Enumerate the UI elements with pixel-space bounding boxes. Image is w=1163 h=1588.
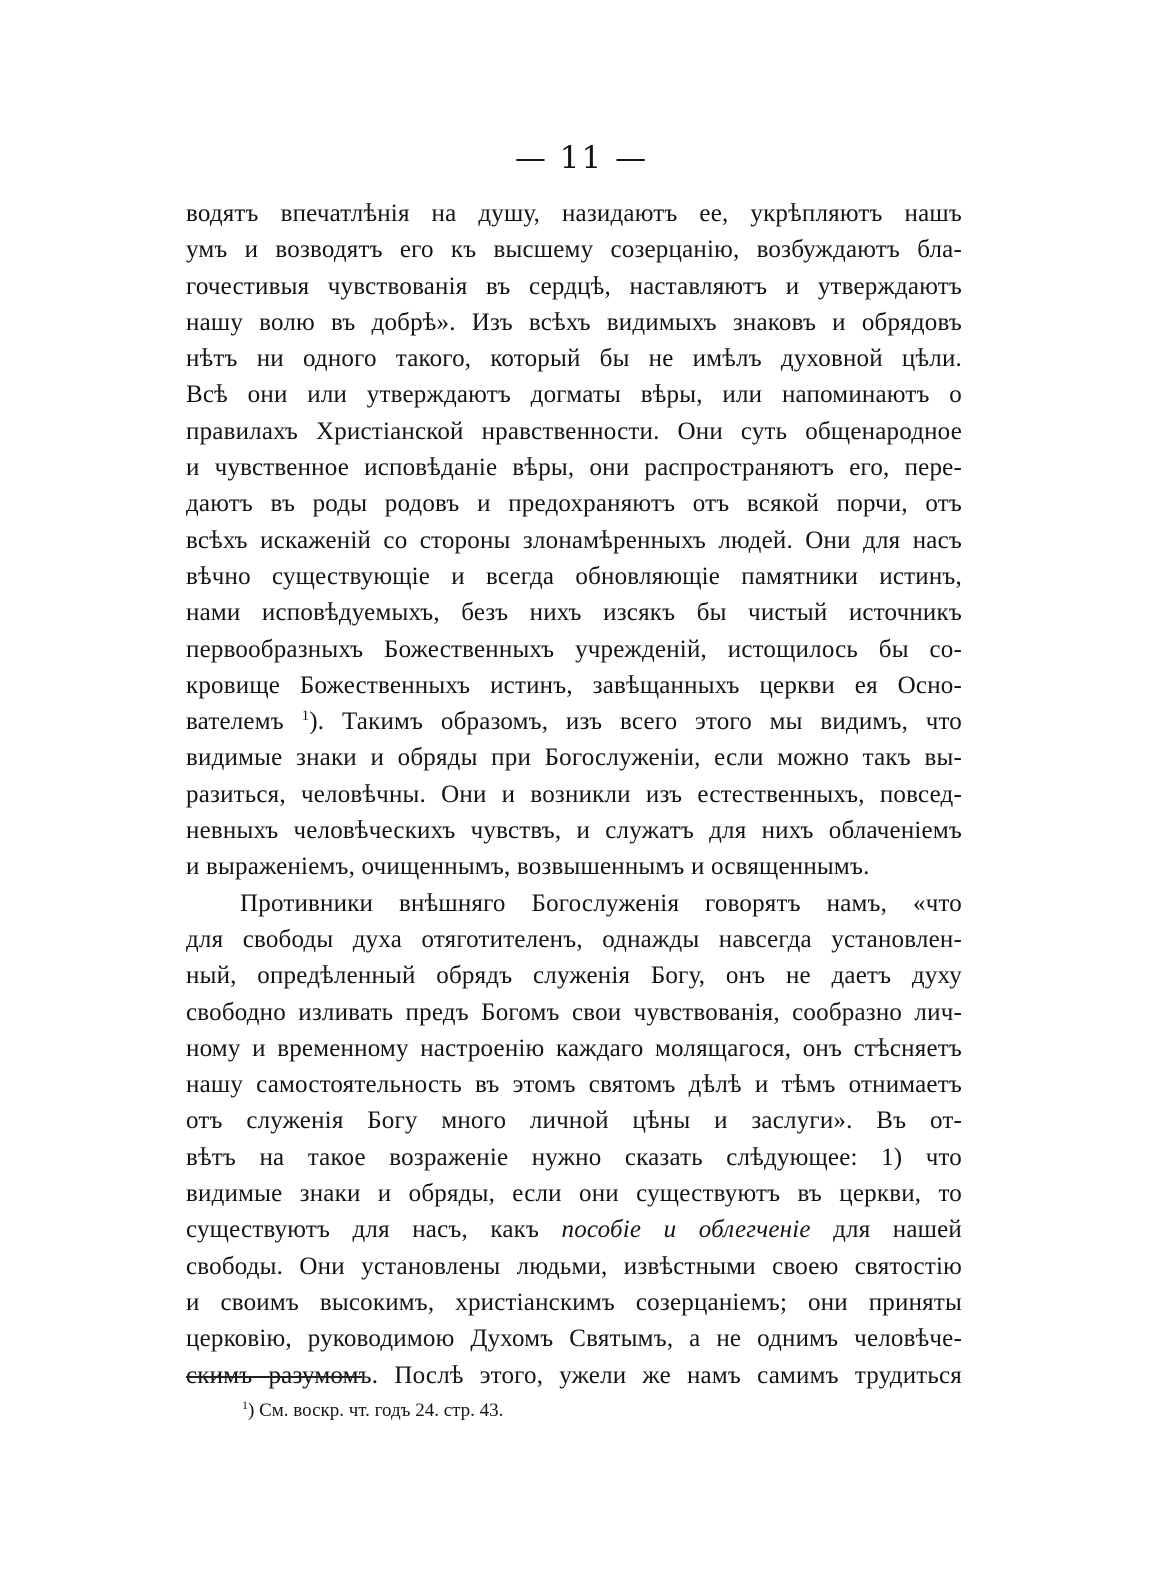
text-line: вѣчно существующіе и всегда обновляющіе памятники истинъ, xyxy=(186,562,962,590)
text-line: правилахъ Христіанской нравственности. Они суть общенародное xyxy=(186,417,962,445)
text-line-paragraph-start: Противники внѣшняго Богослуженія говорятъ намъ, «что xyxy=(240,889,962,917)
page-number: — 11 — xyxy=(514,140,649,176)
text-line: видимые знаки и обряды при Богослуженіи, если можно такъ вы- xyxy=(186,744,962,772)
text-line: нашу волю въ добрѣ». Изъ всѣхъ видимыхъ знаковъ и обрядовъ xyxy=(186,308,962,336)
text-line: ный, опредѣленный обрядъ служенія Богу, онъ не даетъ духу xyxy=(186,962,962,990)
text-line: гочестивыя чувствованія въ сердцѣ, наставляютъ и утверждаютъ xyxy=(186,272,962,300)
text-line: первообразныхъ Божественныхъ учрежденій, истощилось бы со- xyxy=(186,635,962,663)
footnote-reference[interactable]: 1 xyxy=(301,708,310,725)
text-line: нашу самостоятельность въ этомъ святомъ дѣлѣ и тѣмъ отнимаетъ xyxy=(186,1071,962,1099)
text-segment: вателемъ xyxy=(186,708,284,736)
text-line: и своимъ высокимъ, христіанскимъ созерцаніемъ; они приняты xyxy=(186,1288,962,1316)
text-line-paragraph-end: и выраженіемъ, очищеннымъ, возвышеннымъ и освященнымъ. xyxy=(186,853,870,881)
text-line: видимые знаки и обряды, если они существуютъ въ церкви, то xyxy=(186,1180,962,1208)
footnote-text: ) См. воскр. чт. годъ 24. стр. 43. xyxy=(248,1400,504,1421)
main-text xyxy=(186,196,962,1394)
text-segment: ). Такимъ образомъ, изъ всего этого мы видимъ, что xyxy=(309,708,962,736)
text-line: ному и временному настроенію каждаго молящагося, онъ стѣсняетъ xyxy=(186,1034,962,1062)
text-line: умъ и возводятъ его къ высшему созерцанію, возбуждаютъ бла- xyxy=(186,236,962,264)
text-line: и чувственное исповѣданіе вѣры, они распространяютъ его, пере- xyxy=(186,454,962,482)
text-line: вѣтъ на такое возраженіе нужно сказать слѣдующее: 1) что xyxy=(186,1143,962,1171)
text-line: отъ служенія Богу много личной цѣны и заслуги». Въ от- xyxy=(186,1107,962,1135)
text-line: нами исповѣдуемыхъ, безъ нихъ изсякъ бы чистый источникъ xyxy=(186,599,962,627)
text-line: свободно изливать предъ Богомъ свои чувствованія, сообразно лич- xyxy=(186,998,962,1026)
text-line: скимъ разумомъ. Послѣ этого, ужели же намъ самимъ трудиться xyxy=(186,1361,962,1389)
text-segment: для нашей xyxy=(833,1216,962,1244)
text-line: Всѣ они или утверждаютъ догматы вѣры, или напоминаютъ о xyxy=(186,381,962,409)
text-line: нѣтъ ни одного такого, который бы не имѣлъ духовной цѣли. xyxy=(186,345,962,373)
text-line: даютъ въ роды родовъ и предохраняютъ отъ всякой порчи, отъ xyxy=(186,490,962,518)
text-line: всѣхъ искаженій со стороны злонамѣренныхъ людей. Они для насъ xyxy=(186,526,962,554)
text-line: водятъ впечатлѣнія на душу, назидаютъ ее, укрѣпляютъ нашъ xyxy=(186,200,962,227)
text-line: свободы. Они установлены людьми, извѣстными своею святостію xyxy=(186,1252,962,1280)
text-line-with-footnote-ref xyxy=(186,704,962,740)
footnote-marker: 1 xyxy=(242,1398,248,1412)
text-line: разиться, человѣчны. Они и возникли изъ естественныхъ, повсед- xyxy=(186,780,962,808)
footnote xyxy=(242,1398,503,1424)
footnote-divider xyxy=(186,1376,362,1378)
text-line: для свободы духа отяготителенъ, однажды навсегда установлен- xyxy=(186,925,962,953)
text-line: кровище Божественныхъ истинъ, завѣщанныхъ церкви ея Осно- xyxy=(186,671,962,699)
text-segment: существуютъ для насъ, какъ xyxy=(186,1216,540,1244)
text-line-with-italic xyxy=(186,1212,962,1248)
text-line: невныхъ человѣческихъ чувствъ, и служатъ для нихъ облаченіемъ xyxy=(186,817,962,845)
text-line: церковію, руководимою Духомъ Святымъ, а не однимъ человѣче- xyxy=(186,1325,962,1353)
italic-phrase: пособіе и облегченіе xyxy=(561,1216,811,1244)
